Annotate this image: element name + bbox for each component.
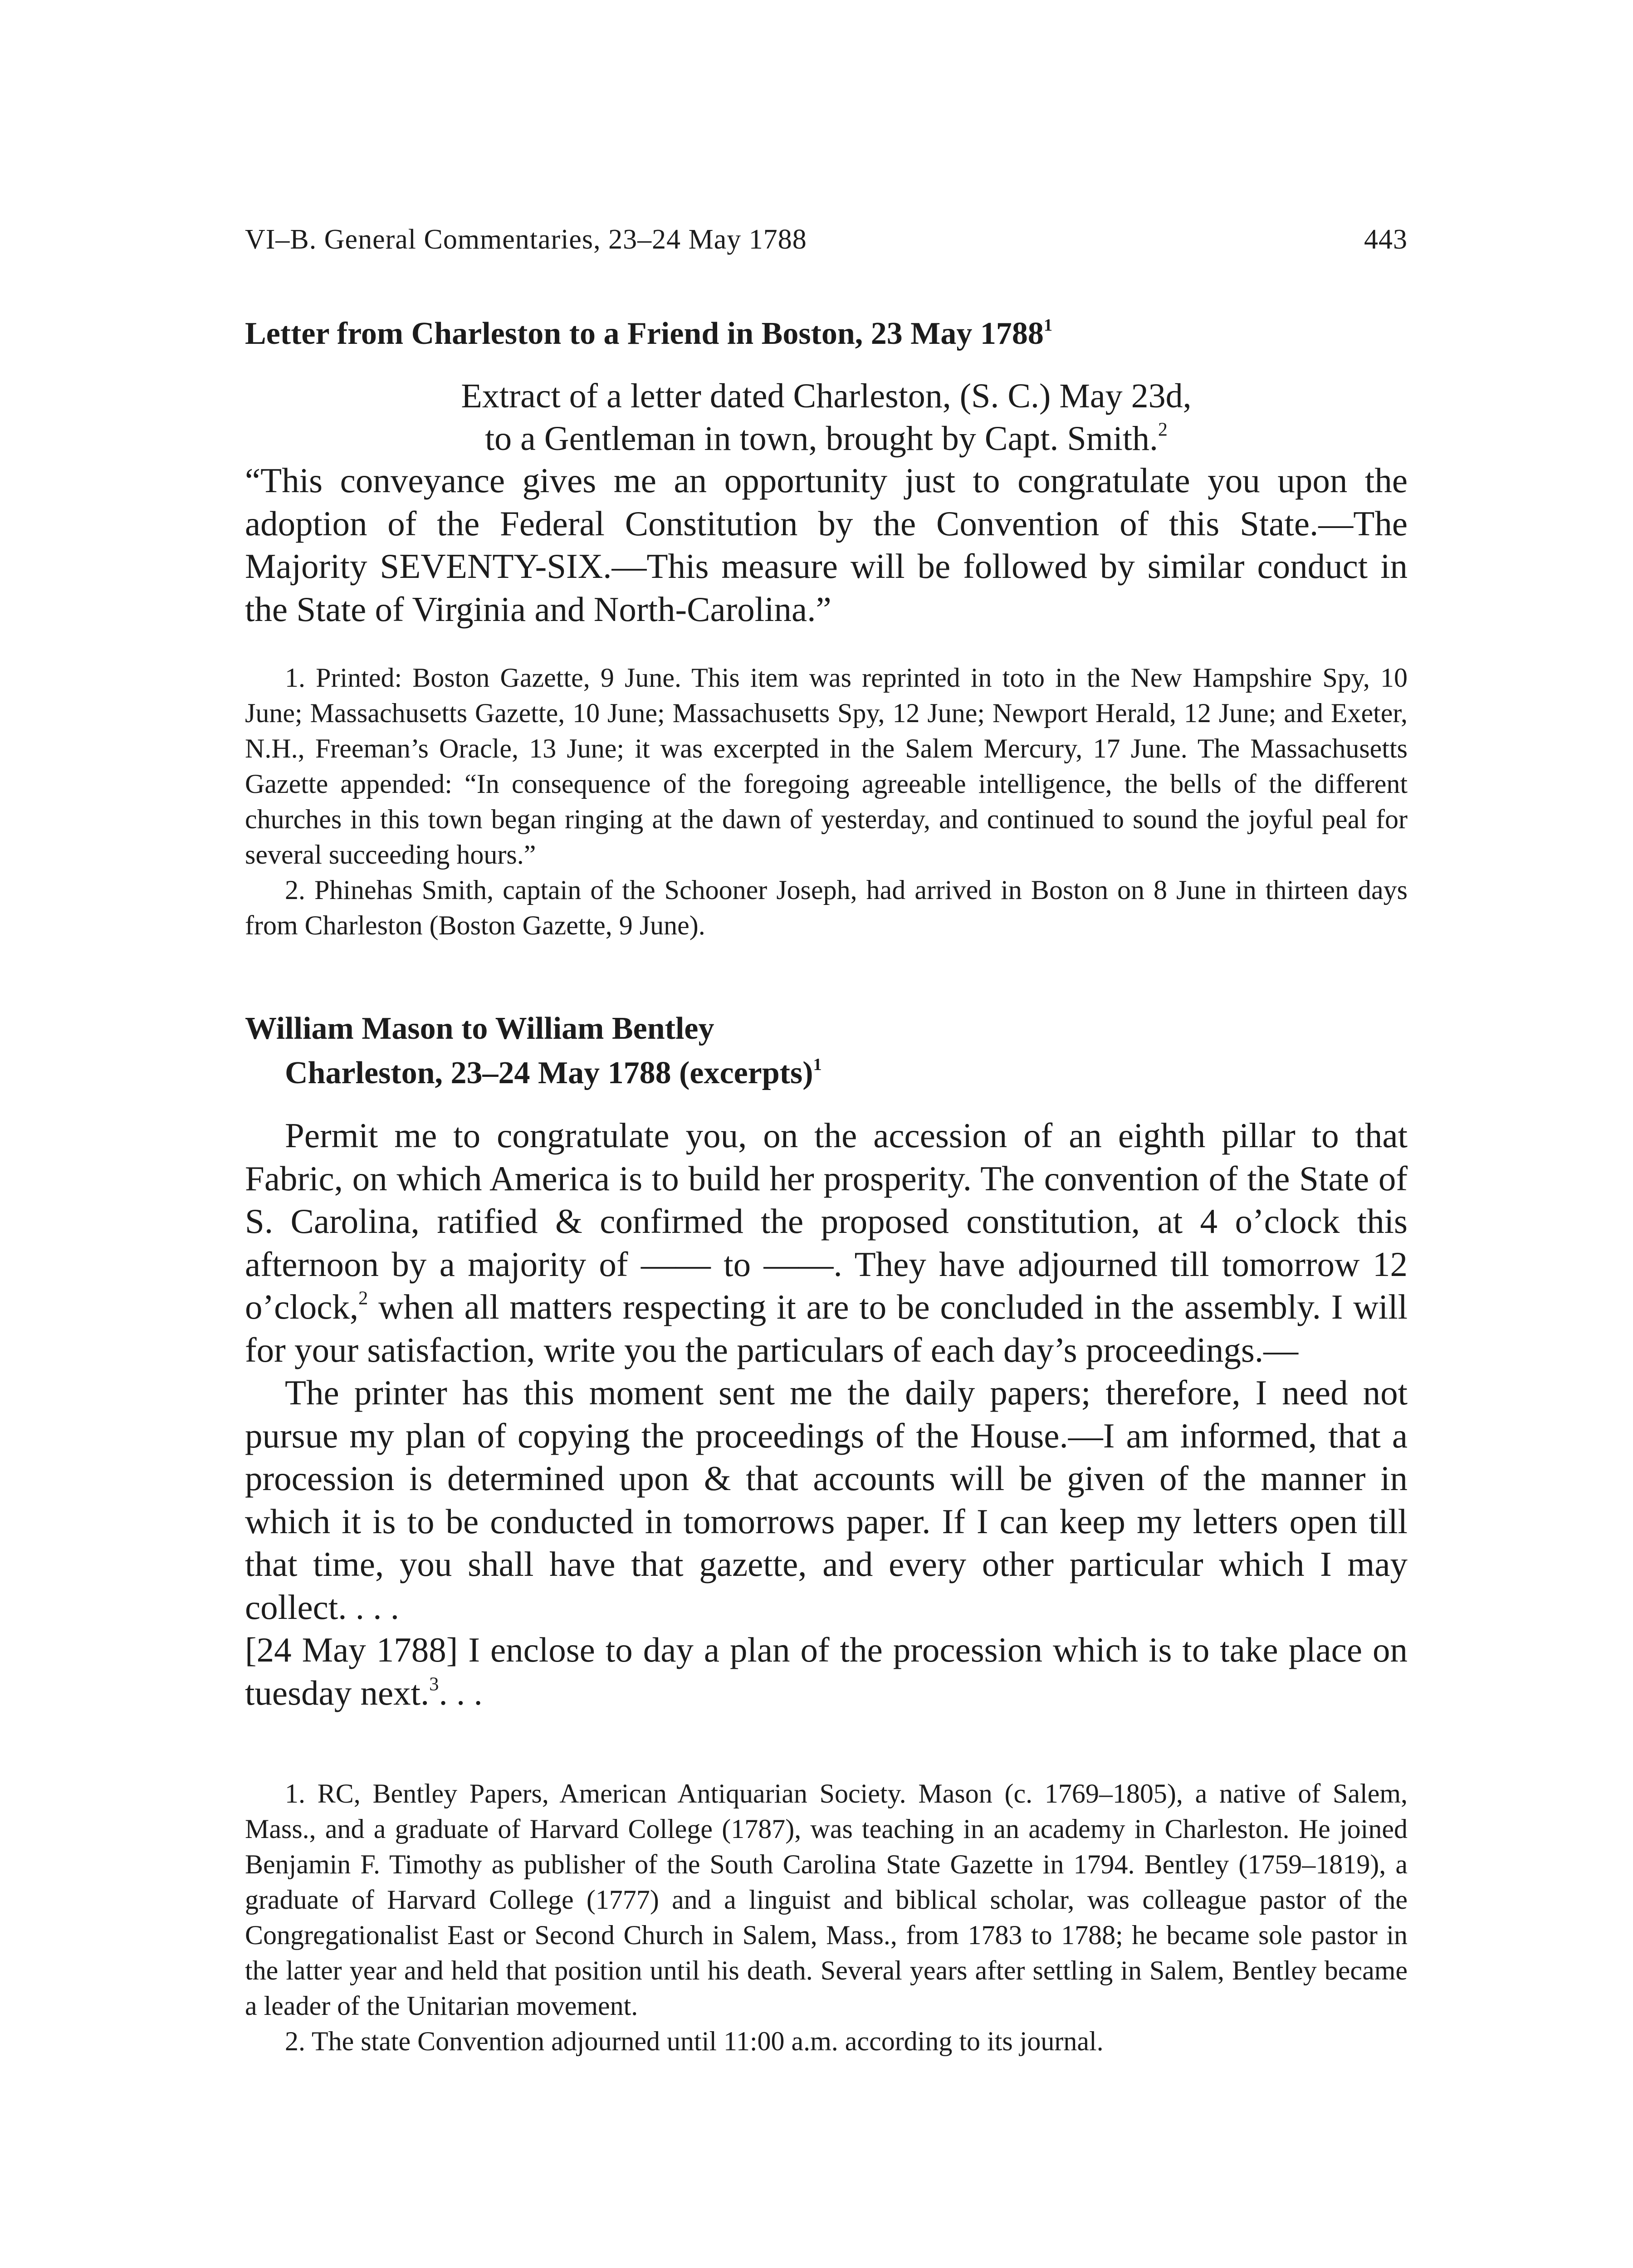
doc1-intro-line2: to a Gentleman in town, brought by Capt. Smith.$^2$ xyxy=(485,419,1168,458)
doc1-note-2: 2. Phinehas Smith, captain of the Schooner Joseph, had arrived in Boston on 8 June in thirteen days from Charleston (Boston Gazette, 9 June). xyxy=(245,875,1408,940)
doc2-body xyxy=(245,1114,1408,1714)
doc2-title-line2: Charleston, 23–24 May 1788 (excerpts)$^1$ xyxy=(285,1055,822,1090)
doc1-notes xyxy=(245,660,1408,943)
doc1-title: Letter from Charleston to a Friend in Boston, 23 May 1788$^1$ xyxy=(245,316,1053,351)
running-header xyxy=(245,221,1408,258)
doc2-note-1: 1. RC, Bentley Papers, American Antiquarian Society. Mason (c. 1769–1805), a native of Salem, Mass., and a graduate of Harvard College (1787), was teaching in an academy in Charleston. He joined Benjamin F. Timothy as publisher of the South Carolina State Gazette in 1794. Bentley (1759–1819), a graduate of Harvard College (1777) and a linguist and biblical scholar, was colleague pastor of the Congregationalist East or Second Church in Salem, Mass., from 1783 to 1788; he became sole pastor in the latter year and held that position until his death. Several years after settling in Salem, Bentley became a leader of the Unitarian movement. xyxy=(245,1779,1408,2021)
doc2-title-line1: William Mason to William Bentley xyxy=(245,1011,714,1046)
doc1-note-1: 1. Printed: Boston Gazette, 9 June. This item was reprinted in toto in the New Hampshire Spy, 10 June; Massachusetts Gazette, 10 June; Massachusetts Spy, 12 June; Newport Herald, 12 June; and Exeter, N.H., Freeman’s Oracle, 13 June; it was excerpted in the Salem Mercury, 17 June. The Massachusetts Gazette appended: “In consequence of the foregoing agreeable intelligence, the bells of the different churches in this town began ringing at the dawn of yesterday, and continued to sound the joyful peal for several succeeding hours.” xyxy=(245,663,1408,870)
doc1-title-note: 1 xyxy=(1043,316,1053,335)
doc2-paragraph-2: The printer has this moment sent me the daily papers; therefore, I need not pursue my plan of copying the proceedings of the House.—I am informed, that a procession is determined upon & that accounts will be given of the manner in which it is to be conducted in tomorrows paper. If I can keep my letters open till that time, you shall have that gazette, and every other particular which I may collect. . . . xyxy=(245,1373,1408,1627)
doc2-title-note: 1 xyxy=(813,1055,822,1075)
doc2-para1-note: 2 xyxy=(358,1287,368,1309)
running-head: VI–B. General Commentaries, 23–24 May 1788 xyxy=(245,224,807,255)
doc2-notes xyxy=(245,1776,1408,2059)
doc2-paragraph-1: Permit me to congratulate you, on the accession of an eighth pillar to that Fabric, on which America is to build her prosperity. The convention of the State of S. Carolina, ratified & confirmed the proposed constitution, at 4 o’clock this afternoon by a majority of —— to ——. They have adjourned till tomorrow 12 o’clock,$^2$ when all matters respecting it are to be concluded in the assembly. I will for your satisfaction, write you the particulars of each day’s proceedings.— xyxy=(245,1116,1408,1369)
doc1-intro-note: 2 xyxy=(1158,419,1168,440)
doc1-body xyxy=(245,459,1408,631)
doc1-paragraph: “This conveyance gives me an opportunity just to congratulate you upon the adoption of the Federal Constitution by the Convention of this State.—The Majority SEVENTY-SIX.—This measure will be followed by similar conduct in the State of Virginia and North-Carolina.” xyxy=(245,461,1408,629)
page-number: 443 xyxy=(1364,224,1408,255)
doc2-para3-note: 3 xyxy=(429,1673,439,1695)
doc2-note-2: 2. The state Convention adjourned until 11:00 a.m. according to its journal. xyxy=(285,2026,1104,2056)
doc1-intro-line1: Extract of a letter dated Charleston, (S. C.) May 23d, xyxy=(461,377,1192,415)
doc2-paragraph-3: [24 May 1788] I enclose to day a plan of the procession which is to take place on tuesday next.$^3$. . . xyxy=(245,1630,1408,1712)
